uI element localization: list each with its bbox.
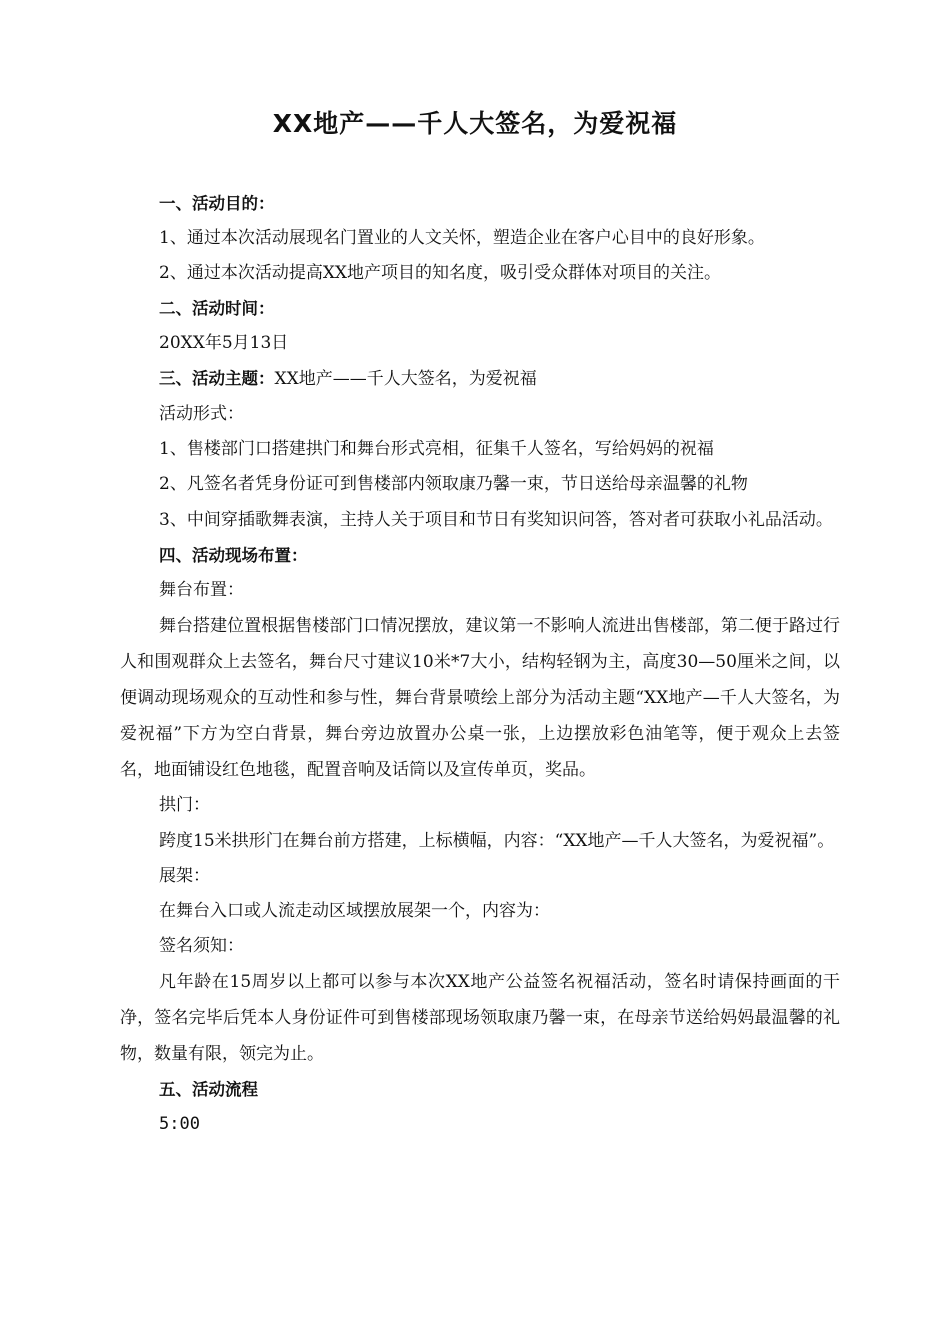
rack-paragraph: 在舞台入口或人流走动区域摆放展架一个，内容为： xyxy=(159,901,550,921)
event-theme: XX地产——千人大签名，为爱祝福 xyxy=(274,369,537,389)
form-label: 活动形式： xyxy=(159,404,244,424)
arch-label: 拱门： xyxy=(159,795,210,815)
event-date: 20XX年5月13日 xyxy=(159,333,289,353)
form-item-1: 1、售楼部门口搭建拱门和舞台形式亮相，征集千人签名，写给妈妈的祝福 xyxy=(159,439,714,459)
stage-paragraph: 舞台搭建位置根据售楼部门口情况摆放，建议第一不影响人流进出售楼部，第二便于路过行人和围观群众上去签名，舞台尺寸建议10米*7大小，结构轻钢为主，高度30—50厘米之间，以便调动现场观众的互动性和参与性，舞台背景喷绘上部分为活动主题“XX地产—千人大签名，为爱祝福”下方为空白背景，舞台旁边放置办公桌一张，上边摆放彩色油笔等，便于观众上去签名，地面铺设红色地毯，配置音响及话筒以及宣传单页，奖品。 xyxy=(120,616,840,780)
document-body xyxy=(120,186,840,1142)
arch-paragraph: 跨度15米拱形门在舞台前方搭建，上标横幅，内容：“XX地产—千人大签名，为爱祝福”。 xyxy=(159,831,835,851)
section-time-heading: 二、活动时间： xyxy=(159,299,275,318)
section-theme-row xyxy=(120,361,840,397)
form-item-2: 2、凡签名者凭身份证可到售楼部内领取康乃馨一束，节日送给母亲温馨的礼物 xyxy=(159,474,748,494)
section-layout-heading: 四、活动现场布置： xyxy=(159,546,308,565)
stage-label: 舞台布置： xyxy=(159,580,244,600)
notice-paragraph: 凡年龄在15周岁以上都可以参与本次XX地产公益签名祝福活动，签名时请保持画面的干净，签名完毕后凭本人身份证件可到售楼部现场领取康乃馨一束，在母亲节送给妈妈最温馨的礼物，数量有限，领完为止。 xyxy=(120,972,840,1064)
section-process-heading: 五、活动流程 xyxy=(159,1080,258,1099)
process-time: 5:00 xyxy=(159,1114,200,1134)
section-theme-heading: 三、活动主题： xyxy=(159,369,275,388)
notice-label: 签名须知： xyxy=(159,936,244,956)
document-title: XX地产——千人大签名，为爱祝福 xyxy=(272,109,678,138)
purpose-item-2: 2、通过本次活动提高XX地产项目的知名度，吸引受众群体对项目的关注。 xyxy=(159,263,722,283)
purpose-item-1: 1、通过本次活动展现名门置业的人文关怀，塑造企业在客户心目中的良好形象。 xyxy=(159,228,765,248)
section-purpose-heading: 一、活动目的： xyxy=(159,194,275,213)
rack-label: 展架： xyxy=(159,866,210,886)
form-item-3: 3、中间穿插歌舞表演，主持人关于项目和节日有奖知识问答，答对者可获取小礼品活动。 xyxy=(159,510,833,530)
